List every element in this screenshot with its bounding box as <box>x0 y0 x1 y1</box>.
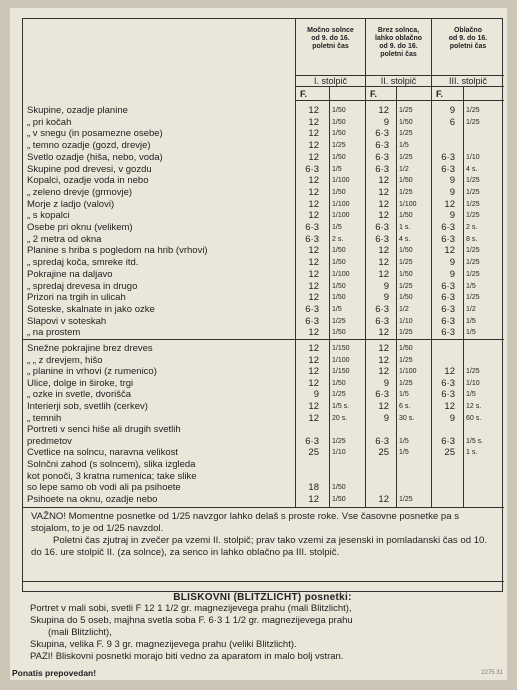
aperture-value: 12 <box>378 198 389 210</box>
row-label: „ planine in vrhovi (z rumenico) <box>27 366 157 378</box>
flash-line-4: Skupina, velika F. 9 3 gr. magnezijevega prahu (veliki Blitzlicht). <box>30 639 297 650</box>
exposure-time: 1/25 <box>332 437 346 445</box>
aperture-value: 6·3 <box>305 315 319 327</box>
exposure-time: 1/25 <box>399 356 413 364</box>
exposure-time: 8 s. <box>466 235 478 243</box>
aperture-value: 9 <box>383 280 389 292</box>
exposure-time: 1/50 <box>332 379 346 387</box>
row-label: Planine s hriba s pogledom na hrib (vrhovi) <box>27 245 208 257</box>
aperture-value: 9 <box>313 389 319 401</box>
exposure-time: 1/50 <box>332 153 346 161</box>
aperture-value: 12 <box>444 366 455 378</box>
exposure-time: 1/50 <box>332 294 346 302</box>
aperture-value: 6·3 <box>441 292 455 304</box>
aperture-value: 6·3 <box>375 389 389 401</box>
exposure-time: 1/5 <box>466 317 476 325</box>
row-label: „ 2 metra od okna <box>27 233 102 245</box>
exposure-time: 1/25 <box>466 107 480 114</box>
exposure-time: 1/2 <box>399 165 409 173</box>
exposure-time: 1/50 <box>332 130 346 138</box>
column-header-3: Oblačno od 9. do 16. poletni čas <box>431 19 504 75</box>
exposure-time: 4 s. <box>466 165 478 173</box>
exposure-time: 1/25 <box>466 118 480 126</box>
aperture-value: 6·3 <box>375 151 389 163</box>
aperture-value: 6·3 <box>441 163 455 175</box>
exposure-table-frame <box>22 18 503 592</box>
aperture-value: 12 <box>308 354 319 366</box>
aperture-value: 12 <box>308 186 319 198</box>
aperture-value: 12 <box>378 401 389 412</box>
exposure-time: 2 s. <box>332 235 344 243</box>
row-label: Pokrajine na daljavo <box>27 268 113 280</box>
row-label: Skupine, ozadje planine <box>27 105 128 116</box>
row-label: Svetlo ozadje (hiša, nebo, voda) <box>27 151 163 163</box>
aperture-value: 12 <box>378 186 389 198</box>
aperture-value: 6·3 <box>375 315 389 327</box>
aperture-value: 6·3 <box>305 303 319 315</box>
aperture-value: 12 <box>378 105 389 116</box>
stolpic-label-3: III. stolpič <box>431 75 504 87</box>
exposure-time: 1/10 <box>466 379 480 387</box>
important-note <box>31 511 497 559</box>
row-label: predmetov <box>27 435 72 447</box>
aperture-value: 12 <box>378 257 389 269</box>
exposure-time: 1/2 <box>399 305 409 313</box>
exposure-time: 1 s. <box>399 224 411 231</box>
exposure-time: 1/10 <box>332 449 346 457</box>
exposure-time: 1/25 <box>399 259 413 267</box>
aperture-value: 12 <box>308 245 319 257</box>
exposure-time: 1/5 <box>332 224 342 231</box>
row-label: „ v snegu (in posamezne osebe) <box>27 128 163 140</box>
exposure-time: 1/50 <box>332 188 346 196</box>
exposure-time: 1/50 <box>399 212 413 220</box>
aperture-value: 12 <box>308 116 319 128</box>
reprint-notice: Ponatis prepovedan! <box>12 668 97 678</box>
exposure-time: 1/25 <box>399 130 413 138</box>
aperture-value: 6·3 <box>375 303 389 315</box>
row-label: „ temno ozadje (gozd, drevje) <box>27 140 151 152</box>
exposure-time: 1/5 <box>399 449 409 457</box>
exposure-time: 1/25 <box>466 188 480 196</box>
row-label: Soteske, skalnate in jako ozke <box>27 303 155 315</box>
aperture-value: 9 <box>383 377 389 389</box>
stolpic-label-2: II. stolpič <box>365 75 431 87</box>
row-label: Skupine pod drevesi, v gozdu <box>27 163 152 175</box>
aperture-value: 9 <box>449 257 455 269</box>
aperture-value: 12 <box>308 366 319 378</box>
aperture-value: 12 <box>378 343 389 354</box>
exposure-time: 1/5 <box>466 282 476 290</box>
aperture-value: 12 <box>308 210 319 222</box>
flash-section <box>22 592 503 663</box>
flash-line-1: Portret v mali sobi, svetli F 12 1 1/2 gr. magnezijevega prahu (mali Blitzlicht), <box>30 603 352 614</box>
flash-warning: PAZI! Bliskovni posnetki morajo biti vedno za aparatom in malo bolj vstran. <box>30 651 344 662</box>
exposure-time: 1/100 <box>332 200 350 208</box>
aperture-value: 12 <box>444 245 455 257</box>
exposure-time: 1/25 <box>466 294 480 302</box>
exposure-time: 1/25 <box>399 107 413 114</box>
subcolumn-rule <box>396 87 397 507</box>
exposure-time: 1/5 <box>399 437 409 445</box>
exposure-time: 1/25 <box>466 368 480 376</box>
exposure-time: 1/5 <box>399 391 409 399</box>
exposure-time: 1/25 <box>466 259 480 267</box>
exposure-time: 20 s. <box>332 414 348 422</box>
exposure-time: 1/50 <box>399 118 413 126</box>
row-label: Kopalci, ozadje voda in nebo <box>27 175 149 187</box>
exposure-time: 1/150 <box>332 368 350 376</box>
column-header-1: Močno solnce od 9. do 16. poletni čas <box>295 19 365 75</box>
aperture-value: 6·3 <box>305 222 319 233</box>
exposure-time: 1/25 <box>466 247 480 255</box>
row-label: Osebe pri oknu (velikem) <box>27 222 133 233</box>
aperture-value: 12 <box>444 401 455 412</box>
aperture-value: 6·3 <box>441 327 455 339</box>
exposure-time: 1/50 <box>399 177 413 185</box>
aperture-value: 6·3 <box>441 222 455 233</box>
exposure-time: 1/50 <box>399 270 413 278</box>
aperture-value: 18 <box>308 482 319 494</box>
aperture-value: 12 <box>308 140 319 152</box>
aperture-value: 6·3 <box>441 435 455 447</box>
exposure-time: 1/50 <box>332 118 346 126</box>
aperture-value: 12 <box>308 327 319 339</box>
exposure-time: 1 s. <box>466 449 478 457</box>
aperture-value: 6·3 <box>375 222 389 233</box>
exposure-time: 1/25 <box>399 379 413 387</box>
aperture-value: 12 <box>308 493 319 505</box>
f-label-3: F. <box>431 87 504 101</box>
exposure-time: 1/5 s. <box>466 437 484 445</box>
exposure-time: 6 s. <box>399 403 411 410</box>
aperture-value: 9 <box>449 210 455 222</box>
row-label: Morje z ladjo (valovi) <box>27 198 115 210</box>
row-label: kot ponoči, 3 kratna rumenica; take slike <box>27 470 197 482</box>
exposure-time: 1/50 <box>332 495 346 503</box>
exposure-time: 1/5 <box>332 165 342 173</box>
aperture-value: 12 <box>308 257 319 269</box>
aperture-value: 12 <box>378 354 389 366</box>
aperture-value: 12 <box>308 151 319 163</box>
aperture-value: 6·3 <box>305 163 319 175</box>
exposure-time: 1/100 <box>399 200 417 208</box>
aperture-value: 12 <box>308 292 319 304</box>
exposure-time: 1/25 <box>399 329 413 337</box>
column-rule <box>365 101 366 507</box>
note-paragraph-2: Poletni čas zjutraj in zvečer pa vzemi II. stolpič; prav tako vzemi za jesenski in pomladanski čas od 10. do 16. ure stolpič II. (za solnce), za senco in lahko oblačno pa III. stolpič. <box>31 535 488 558</box>
aperture-value: 12 <box>378 175 389 187</box>
section-divider <box>23 339 504 340</box>
column-header-2: Brez solnca, lahko oblačno od 9. do 16. poletni čas <box>365 19 431 75</box>
aperture-value: 6·3 <box>305 233 319 245</box>
row-label: „ zeleno drevje (grmovje) <box>27 186 133 198</box>
aperture-value: 12 <box>444 198 455 210</box>
row-label: „ na prostem <box>27 327 81 339</box>
aperture-value: 12 <box>378 268 389 280</box>
exposure-time: 1/10 <box>466 153 480 161</box>
f-label-1: F. <box>295 87 365 101</box>
aperture-value: 6·3 <box>441 280 455 292</box>
aperture-value: 6·3 <box>441 315 455 327</box>
row-label: Interierji sob, svetlih (cerkev) <box>27 401 148 412</box>
exposure-time: 1/50 <box>332 107 346 114</box>
exposure-time: 1/2 <box>466 305 476 313</box>
exposure-time: 1/50 <box>332 259 346 267</box>
row-label: Prizori na trgih in ulicah <box>27 292 126 304</box>
aperture-value: 12 <box>378 327 389 339</box>
column-rule <box>295 101 296 507</box>
exposure-time: 1/100 <box>332 270 350 278</box>
exposure-time: 1/100 <box>332 356 350 364</box>
row-label: „ ozke in svetle, dvorišča <box>27 389 132 401</box>
row-label: Snežne pokrajine brez dreves <box>27 343 153 354</box>
column-rule <box>431 101 432 507</box>
aperture-value: 12 <box>378 493 389 505</box>
aperture-value: 9 <box>449 175 455 187</box>
exposure-time: 1/25 <box>399 282 413 290</box>
exposure-time: 4 s. <box>399 235 411 243</box>
exposure-time: 1/25 <box>466 177 480 185</box>
row-label: Slapovi v soteskah <box>27 315 107 327</box>
aperture-value: 12 <box>378 245 389 257</box>
exposure-time: 1/50 <box>332 282 346 290</box>
exposure-time: 1/50 <box>399 247 413 255</box>
exposure-time: 1/25 <box>399 495 413 503</box>
exposure-time: 1/25 <box>466 200 480 208</box>
exposure-time: 1/25 <box>332 142 346 150</box>
aperture-value: 6·3 <box>441 233 455 245</box>
exposure-time: 1/50 <box>332 329 346 337</box>
flash-title: BLISKOVNI (BLITZLICHT) posnetki: <box>173 592 352 603</box>
row-label: „ s kopalci <box>27 210 70 222</box>
aperture-value: 25 <box>308 447 319 459</box>
subcolumn-rule <box>463 87 464 507</box>
exposure-time: 2 s. <box>466 224 478 231</box>
aperture-value: 12 <box>308 280 319 292</box>
row-label: Solnčni zahod (s solncem), slika izgleda <box>27 459 196 470</box>
row-label: „ temnih <box>27 412 62 424</box>
aperture-value: 12 <box>308 268 319 280</box>
aperture-value: 6·3 <box>375 128 389 140</box>
flash-line-2: Skupina do 5 oseb, majhna svetla soba F. 6·3 1 1/2 gr. magnezijevega prahu <box>30 615 353 626</box>
row-label: „ spredaj koča, smreke itd. <box>27 257 139 269</box>
exposure-time: 1/25 <box>332 391 346 399</box>
exposure-time: 1/50 <box>332 484 346 492</box>
exposure-time: 1/50 <box>399 345 413 352</box>
aperture-value: 12 <box>308 343 319 354</box>
aperture-value: 12 <box>378 366 389 378</box>
aperture-value: 9 <box>383 292 389 304</box>
exposure-time: 1/25 <box>399 188 413 196</box>
aperture-value: 25 <box>444 447 455 459</box>
exposure-time: 1/10 <box>399 317 413 325</box>
exposure-time: 1/25 <box>332 317 346 325</box>
exposure-time: 1/100 <box>332 177 350 185</box>
row-label: Cvetlice na solncu, naravna velikost <box>27 447 179 459</box>
exposure-time: 1/50 <box>332 247 346 255</box>
note-paragraph-1: VAŽNO! Momentne posnetke od 1/25 navzgor lahko delaš s proste roke. Vse časovne posnetke pa s stojalom, to je od 1/25 navzdol. <box>31 511 460 534</box>
exposure-time: 1/50 <box>399 294 413 302</box>
exposure-time: 1/100 <box>399 368 417 376</box>
aperture-value: 6·3 <box>441 389 455 401</box>
document-sheet <box>10 8 507 680</box>
aperture-value: 9 <box>449 268 455 280</box>
row-label: Ulice, dolge in široke, trgi <box>27 377 134 389</box>
aperture-value: 6·3 <box>305 435 319 447</box>
exposure-time: 1/25 <box>399 153 413 161</box>
aperture-value: 12 <box>308 377 319 389</box>
aperture-value: 6·3 <box>375 435 389 447</box>
row-label: so lepe samo ob vodi ali pa psihoete <box>27 482 181 494</box>
exposure-time: 1/25 <box>466 212 480 220</box>
exposure-time: 1/25 <box>466 270 480 278</box>
f-label-2: F. <box>365 87 431 101</box>
aperture-value: 6·3 <box>441 151 455 163</box>
section-divider <box>23 507 504 508</box>
aperture-value: 6·3 <box>375 140 389 152</box>
aperture-value: 12 <box>308 412 319 424</box>
aperture-value: 9 <box>383 116 389 128</box>
aperture-value: 9 <box>383 412 389 424</box>
exposure-time: 1/100 <box>332 212 350 220</box>
row-label: „ spredaj drevesa in drugo <box>27 280 138 292</box>
print-code: 2275 31 <box>481 670 503 676</box>
exposure-time: 1/5 <box>399 142 409 150</box>
section-divider <box>23 581 504 582</box>
exposure-time: 12 s. <box>466 403 482 410</box>
aperture-value: 12 <box>308 105 319 116</box>
row-label: „ pri kočah <box>27 116 72 128</box>
aperture-value: 9 <box>449 186 455 198</box>
aperture-value: 9 <box>449 412 455 424</box>
aperture-value: 12 <box>308 128 319 140</box>
exposure-time: 1/5 <box>466 329 476 337</box>
aperture-value: 12 <box>308 198 319 210</box>
row-label: Psihoete na oknu, ozadje nebo <box>27 493 158 505</box>
exposure-time: 30 s. <box>399 414 415 422</box>
aperture-value: 6·3 <box>375 233 389 245</box>
aperture-value: 6 <box>449 116 455 128</box>
aperture-value: 9 <box>449 105 455 116</box>
exposure-time: 60 s. <box>466 414 482 422</box>
aperture-value: 12 <box>308 175 319 187</box>
row-label: Portreti v senci hiše ali drugih svetlih <box>27 424 181 436</box>
aperture-value: 6·3 <box>441 377 455 389</box>
stolpic-label-1: I. stolpič <box>295 75 365 87</box>
aperture-value: 6·3 <box>441 303 455 315</box>
exposure-time: 1/5 s. <box>332 403 350 410</box>
aperture-value: 12 <box>378 210 389 222</box>
exposure-time: 1/5 <box>332 305 342 313</box>
aperture-value: 12 <box>308 401 319 412</box>
subcolumn-rule <box>329 87 330 507</box>
flash-line-3: (mali Blitzlicht), <box>48 627 112 638</box>
row-label: „ „ z drevjem, hišo <box>27 354 103 366</box>
exposure-time: 1/150 <box>332 345 350 352</box>
aperture-value: 25 <box>378 447 389 459</box>
aperture-value: 6·3 <box>375 163 389 175</box>
exposure-time: 1/5 <box>466 391 476 399</box>
